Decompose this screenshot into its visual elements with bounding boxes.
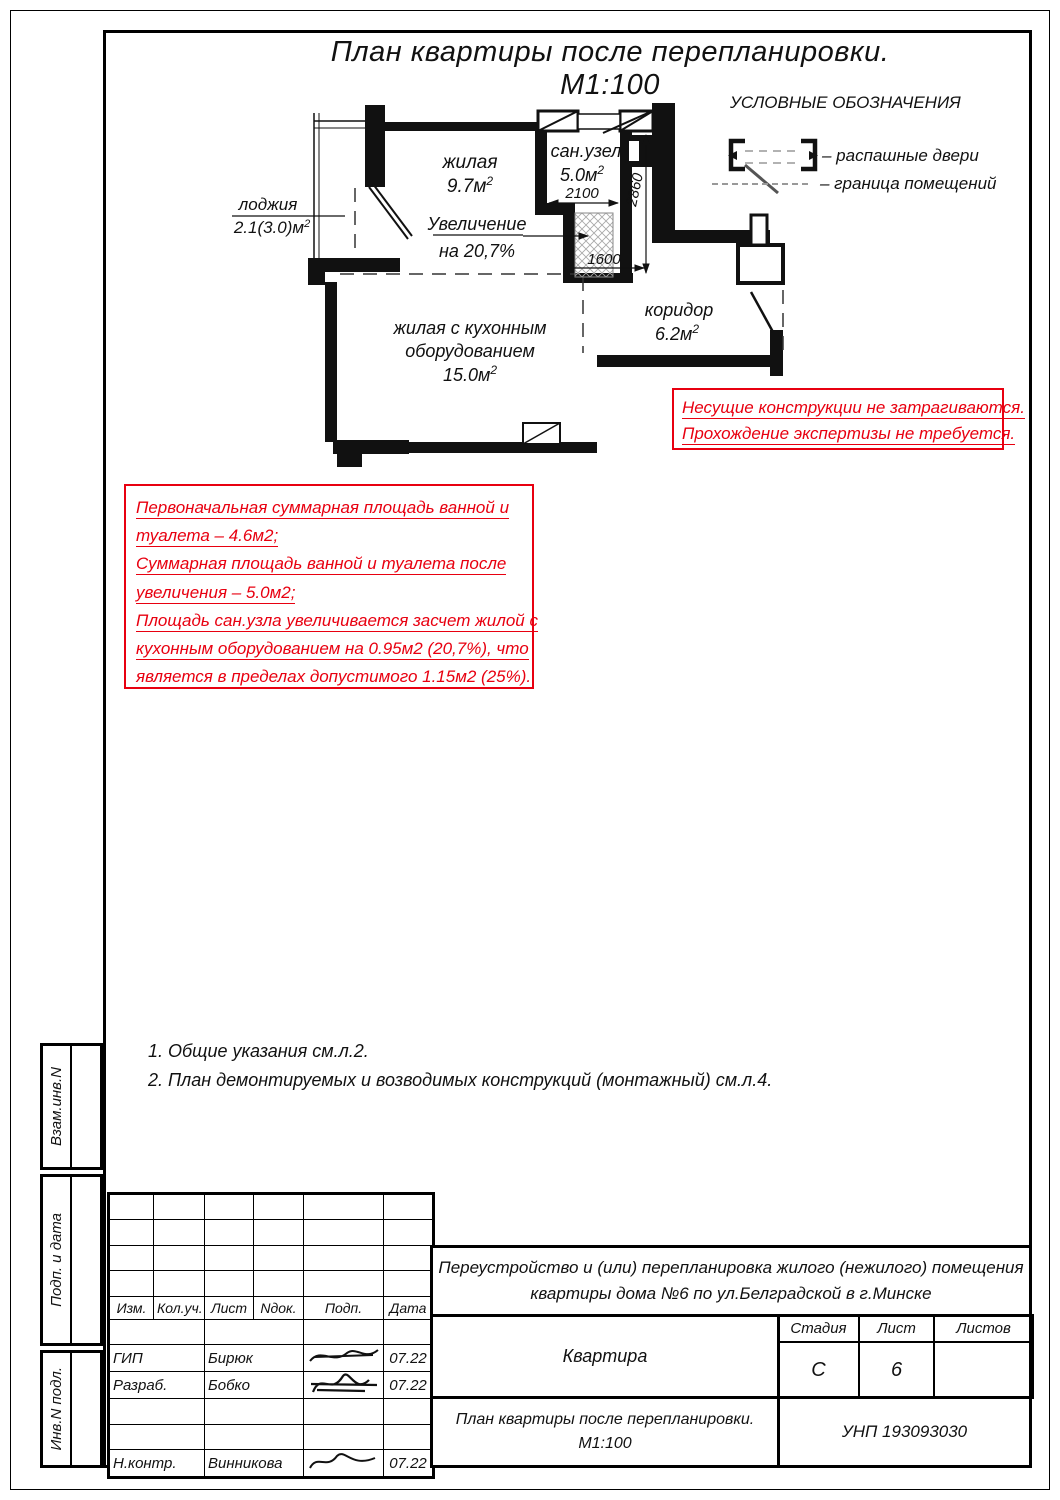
name-cell: Винникова: [205, 1450, 304, 1478]
stage-value: С: [778, 1342, 859, 1398]
corridor-label: коридор: [644, 300, 714, 320]
loggia-label: лоджия: [238, 195, 298, 214]
sheet-value: 6: [859, 1342, 934, 1398]
role-cell: Разраб.: [109, 1372, 205, 1399]
dim-2860: 2860: [623, 171, 647, 208]
sheet-name-line: М1:100: [578, 1435, 632, 1452]
increase-note-1: Увеличение: [427, 214, 527, 234]
rev-header: Дата: [384, 1297, 434, 1320]
sidebar-label: Взам.инв.N: [48, 1066, 65, 1147]
red-note-areas: [124, 484, 538, 689]
rev-header: Кол.уч.: [154, 1297, 205, 1320]
date-cell: 07.22: [384, 1372, 434, 1399]
red-note-line: Первоначальная суммарная площадь ванной и: [136, 498, 510, 517]
sidebar-label-cell: [43, 1046, 72, 1167]
room-boundary-icon: [712, 183, 808, 185]
note-line: 2. План демонтируемых и возводимых конструкций (монтажный) см.л.4.: [148, 1070, 773, 1090]
dim-2100: 2100: [565, 185, 599, 202]
corridor-area: $6.2м^2$: [654, 322, 700, 344]
unp-cell: [777, 1396, 1032, 1468]
loggia-glazing: [314, 113, 365, 258]
sidebar-label-cell: [43, 1353, 72, 1465]
sidebar-label: Подп. и дата: [48, 1213, 65, 1307]
red-note-line: Площадь сан.узла увеличивается засчет жилой с: [136, 610, 538, 630]
object-name-cell: [430, 1314, 780, 1399]
red-note-line: Несущие конструкции не затрагиваются.: [682, 398, 1025, 417]
rev-header: Лист: [205, 1297, 254, 1320]
page-title: План квартиры после перепланировки. М1:100: [330, 36, 890, 101]
sheet-label: Лист: [859, 1315, 934, 1342]
red-note-line: кухонным оборудованием на 0.95м2 (20,7%), что: [136, 639, 529, 659]
legend-title: УСЛОВНЫЕ ОБОЗНАЧЕНИЯ: [730, 93, 961, 112]
red-note-line: Прохождение экспертизы не требуется.: [682, 424, 1016, 443]
object-name: Квартира: [562, 1346, 648, 1366]
rev-header: Подп.: [304, 1297, 384, 1320]
dim-1600: 1600: [587, 251, 621, 268]
unp-value: УНП 193093030: [841, 1422, 968, 1441]
legend-room-boundary-label: – граница помещений: [820, 174, 997, 193]
date-cell: 07.22: [384, 1345, 434, 1372]
red-note-line: увеличения – 5.0м2;: [136, 582, 296, 602]
signature-mark: [307, 1372, 381, 1394]
red-note-line: является в пределах допустимого 1.15м2 (25%).: [136, 667, 532, 687]
room-labels: [233, 141, 713, 385]
rev-header: Изм.: [109, 1297, 154, 1320]
sidebar-box-vzam: [40, 1043, 103, 1170]
sheets-value: [934, 1342, 1033, 1398]
sidebar-box-inv: [40, 1350, 103, 1468]
role-cell: Н.контр.: [109, 1450, 205, 1478]
name-cell: Бирюк: [205, 1345, 304, 1372]
project-line: квартиры дома №6 по ул.Белградской в г.Минске: [530, 1284, 932, 1303]
sidebar-label: Инв.N подл.: [48, 1367, 65, 1451]
bathroom-label: сан.узел: [550, 141, 622, 161]
sheet-name-line: План квартиры после перепланировки.: [455, 1411, 755, 1428]
general-notes: [148, 1037, 772, 1095]
note-line: 1. Общие указания см.л.2.: [148, 1041, 369, 1061]
red-note-line: Суммарная площадь ванной и туалета после: [136, 554, 507, 574]
loggia-area: $2.1(3.0)м^2$: [233, 218, 311, 237]
vent-shaft-slot: [629, 141, 639, 161]
red-note-structures: [672, 388, 1025, 450]
project-name-cell: [430, 1245, 1032, 1317]
living-kitchen-area: $15.0м^2$: [442, 363, 498, 385]
signature-mark: [307, 1450, 381, 1472]
signature-cell: [304, 1372, 384, 1399]
signature-cell: [304, 1450, 384, 1478]
signature-cell: [304, 1345, 384, 1372]
sidebar-box-podp: [40, 1174, 103, 1346]
stage-label: Стадия: [778, 1315, 859, 1342]
signature-mark: [307, 1345, 381, 1367]
name-cell: Бобко: [205, 1372, 304, 1399]
stage-sheet-grid: [777, 1314, 1032, 1399]
increase-note-2: на 20,7%: [439, 241, 515, 261]
living-kitchen-label-1: жилая с кухонным: [393, 318, 547, 338]
red-note-line: туалета – 4.6м2;: [136, 526, 279, 546]
date-cell: 07.22: [384, 1450, 434, 1478]
legend-swing-doors-label: – распашные двери: [822, 146, 979, 165]
sheets-label: Листов: [934, 1315, 1033, 1342]
role-cell: ГИП: [109, 1345, 205, 1372]
revision-table: [107, 1192, 435, 1479]
living1-area: $9.7м^2$: [446, 174, 494, 197]
project-line: Переустройство и (или) перепланировка жилого (нежилого) помещения: [438, 1258, 1024, 1277]
sidebar-label-cell: [43, 1177, 72, 1343]
living1-label: жилая: [442, 152, 498, 173]
living-kitchen-label-2: оборудованием: [405, 341, 535, 361]
sheet-name-cell: [430, 1396, 780, 1468]
bathroom-area: $5.0м^2$: [559, 163, 605, 185]
swing-door-icon: [715, 125, 835, 205]
rev-header: Nдок.: [254, 1297, 304, 1320]
